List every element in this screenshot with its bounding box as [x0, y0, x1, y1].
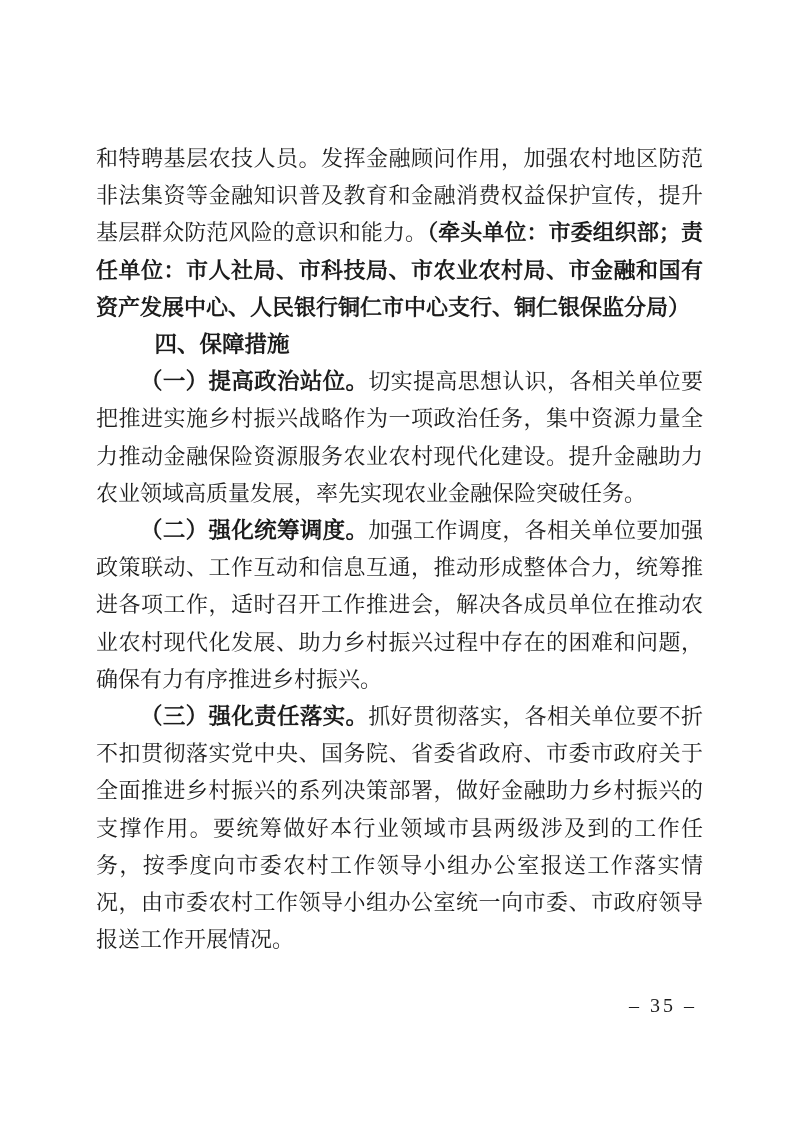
continuation-paragraph-text: 和特聘基层农技人员。发挥金融顾问作用，加强农村地区防范非法集资等金融知识普及教育和金融消费权益保护宣传，提升基层群众防范风险的意识和能力。 [96, 146, 703, 246]
section-heading: 四、保障措施 [154, 332, 290, 358]
continuation-paragraph [96, 140, 703, 326]
subsection-paragraph-2 [96, 512, 703, 698]
subsection-2-body: 加强工作调度，各相关单位要加强政策联动、工作互动和信息互通，推动形成整体合力，统筹推进各项工作，适时召开工作推进会，解决各成员单位在推动农业农村现代化发展、助力乡村振兴过程中存在的困难和问题，确保有力有序推进乡村振兴。 [96, 518, 703, 692]
page-number: – 35 – [629, 995, 697, 1017]
document-content [96, 140, 703, 958]
subsection-3-lead: （三）强化责任落实。 [140, 704, 369, 730]
subsection-1-body: 切实提高思想认识，各相关单位要把推进实施乡村振兴战略作为一项政治任务，集中资源力量全力推动金融保险资源服务农业农村现代化建设。提升金融助力农业领域高质量发展，率先实现农业金融保险突破任务。 [96, 369, 703, 506]
subsection-2-lead: （二）强化统筹调度。 [140, 518, 369, 544]
subsection-paragraph-3 [96, 698, 703, 958]
subsection-1-lead: （一）提高政治站位。 [140, 369, 369, 395]
responsible-units-annotation: （牵头单位：市委组织部；责任单位：市人社局、市科技局、市农业农村局、市金融和国有资产发展中心、人民银行铜仁市中心支行、铜仁银保监分局） [96, 220, 703, 320]
subsection-paragraph-1 [96, 363, 703, 512]
subsection-3-body: 抓好贯彻落实，各相关单位要不折不扣贯彻落实党中央、国务院、省委省政府、市委市政府关于全面推进乡村振兴的系列决策部署，做好金融助力乡村振兴的支撑作用。要统筹做好本行业领域市县两级涉及到的工作任务，按季度向市委农村工作领导小组办公室报送工作落实情况，由市委农村工作领导小组办公室统一向市委、市政府领导报送工作开展情况。 [96, 704, 703, 953]
